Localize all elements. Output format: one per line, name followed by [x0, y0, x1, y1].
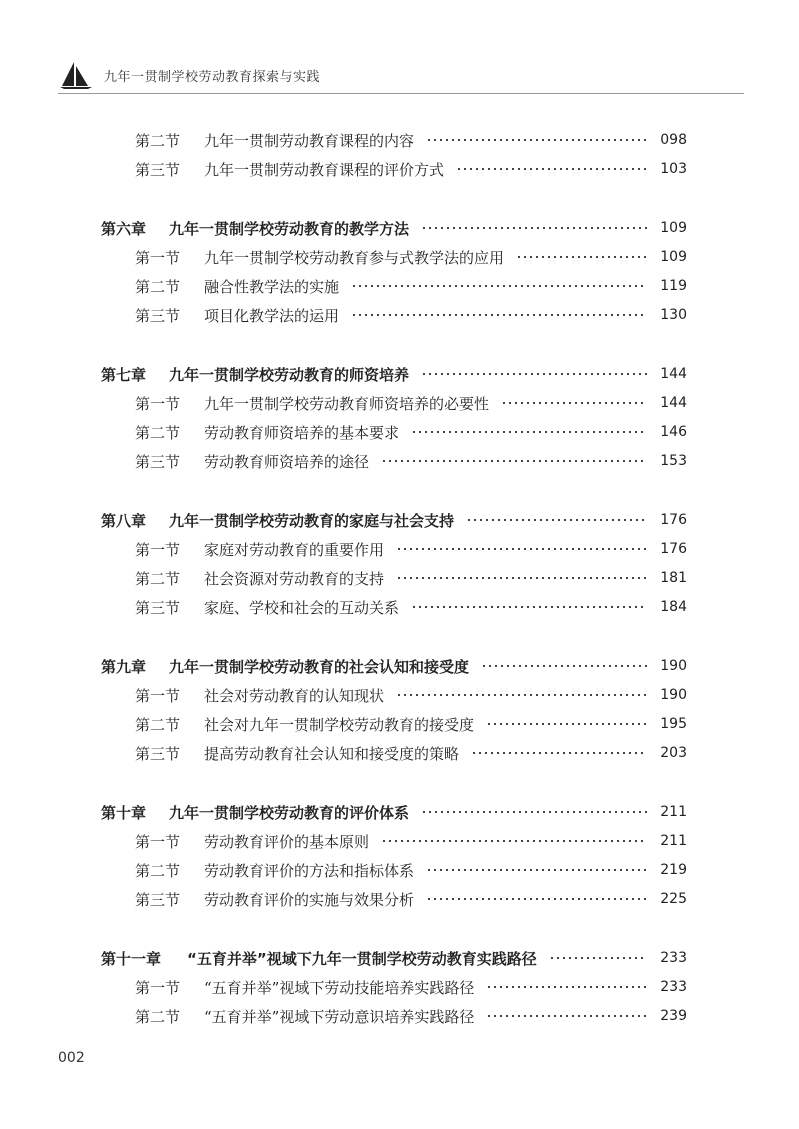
toc-entry-title: 九年一贯制学校劳动教育师资培养的必要性	[204, 394, 490, 413]
toc-entry-title: 社会资源对劳动教育的支持	[204, 569, 385, 588]
toc-entry-page: 233	[660, 979, 687, 995]
toc-entry-label: 第一节	[135, 394, 181, 413]
toc-entry-page: 130	[660, 307, 687, 323]
toc-entry-title: 劳动教育评价的方法和指标体系	[204, 861, 415, 880]
toc-entry-title: 劳动教育评价的实施与效果分析	[204, 890, 415, 909]
toc-entry-title: 提高劳动教育社会认知和接受度的策略	[204, 744, 460, 763]
toc-entry-title: 社会对九年一贯制学校劳动教育的接受度	[204, 715, 475, 734]
toc-entry-page: 144	[660, 395, 687, 411]
toc-section-row[interactable]	[0, 420, 799, 444]
toc-leader-dots	[426, 898, 647, 900]
header-title: 九年一贯制学校劳动教育探索与实践	[104, 69, 321, 85]
toc-entry-label: 第三节	[135, 890, 181, 909]
toc-entry-page: 239	[660, 1008, 687, 1024]
toc-chapter-row[interactable]	[0, 362, 799, 386]
toc-entry-page: 219	[660, 862, 687, 878]
toc-entry-label: 第九章	[101, 657, 147, 676]
toc-entry-page: 109	[660, 249, 687, 265]
toc-entry-label: 第八章	[101, 511, 147, 530]
toc-leader-dots	[549, 957, 647, 959]
toc-entry-title: 劳动教育师资培养的基本要求	[204, 423, 400, 442]
toc-entry-label: 第二节	[135, 1007, 181, 1026]
toc-entry-label: 第二节	[135, 131, 181, 150]
toc-chapter-row[interactable]	[0, 216, 799, 240]
toc-section-row[interactable]	[0, 274, 799, 298]
toc-entry-page: 098	[660, 132, 687, 148]
toc-entry-title: 九年一贯制劳动教育课程的内容	[204, 131, 415, 150]
toc-entry-page: 184	[660, 599, 687, 615]
toc-entry-title: 九年一贯制学校劳动教育的评价体系	[169, 803, 410, 822]
toc-entry-label: 第二节	[135, 277, 181, 296]
toc-leader-dots	[481, 665, 647, 667]
toc-section-row[interactable]	[0, 537, 799, 561]
toc-entry-label: 第一节	[135, 686, 181, 705]
toc-section-row[interactable]	[0, 887, 799, 911]
toc-section-row[interactable]	[0, 449, 799, 473]
toc-entry-title: 九年一贯制学校劳动教育参与式教学法的应用	[204, 248, 505, 267]
toc-section-row[interactable]	[0, 829, 799, 853]
toc-leader-dots	[486, 1015, 647, 1017]
toc-entry-title: 劳动教育评价的基本原则	[204, 832, 370, 851]
toc-entry-title: 九年一贯制学校劳动教育的师资培养	[169, 365, 410, 384]
toc-entry-page: 153	[660, 453, 687, 469]
toc-leader-dots	[381, 460, 647, 462]
header-divider	[58, 93, 744, 94]
toc-entry-label: 第一节	[135, 978, 181, 997]
toc-entry-title: 社会对劳动教育的认知现状	[204, 686, 385, 705]
toc-entry-label: 第一节	[135, 248, 181, 267]
toc-entry-page: 190	[660, 687, 687, 703]
toc-entry-title: 劳动教育师资培养的途径	[204, 452, 370, 471]
toc-leader-dots	[466, 519, 647, 521]
toc-entry-label: 第三节	[135, 598, 181, 617]
toc-section-row[interactable]	[0, 858, 799, 882]
toc-entry-label: 第三节	[135, 160, 181, 179]
toc-leader-dots	[501, 402, 647, 404]
toc-leader-dots	[351, 285, 647, 287]
toc-entry-title: “五育并举”视域下劳动技能培养实践路径	[204, 978, 475, 997]
toc-leader-dots	[471, 752, 647, 754]
toc-leader-dots	[396, 694, 647, 696]
toc-section-row[interactable]	[0, 157, 799, 181]
toc-entry-label: 第二节	[135, 715, 181, 734]
toc-section-row[interactable]	[0, 712, 799, 736]
toc-entry-label: 第二节	[135, 423, 181, 442]
toc-leader-dots	[351, 314, 647, 316]
toc-entry-title: 融合性教学法的实施	[204, 277, 340, 296]
toc-entry-page: 181	[660, 570, 687, 586]
toc-entry-label: 第一节	[135, 832, 181, 851]
toc-entry-label: 第一节	[135, 540, 181, 559]
page-number: 002	[58, 1050, 85, 1066]
toc-leader-dots	[411, 431, 647, 433]
toc-leader-dots	[396, 548, 647, 550]
toc-entry-page: 233	[660, 950, 687, 966]
toc-leader-dots	[486, 723, 647, 725]
toc-entry-title: 九年一贯制学校劳动教育的教学方法	[169, 219, 410, 238]
toc-chapter-row[interactable]	[0, 800, 799, 824]
toc-entry-title: “五育并举”视域下九年一贯制学校劳动教育实践路径	[187, 949, 537, 968]
toc-entry-page: 195	[660, 716, 687, 732]
toc-entry-page: 190	[660, 658, 687, 674]
toc-entry-page: 211	[660, 833, 687, 849]
toc-entry-label: 第七章	[101, 365, 147, 384]
toc-leader-dots	[456, 168, 647, 170]
toc-chapter-row[interactable]	[0, 946, 799, 970]
toc-entry-title: “五育并举”视域下劳动意识培养实践路径	[204, 1007, 475, 1026]
toc-chapter-row[interactable]	[0, 654, 799, 678]
toc-leader-dots	[426, 869, 647, 871]
toc-entry-label: 第二节	[135, 861, 181, 880]
toc-entry-label: 第三节	[135, 452, 181, 471]
toc-section-row[interactable]	[0, 975, 799, 999]
toc-entry-page: 225	[660, 891, 687, 907]
toc-entry-title: 九年一贯制学校劳动教育的社会认知和接受度	[169, 657, 470, 676]
toc-entry-title: 项目化教学法的运用	[204, 306, 340, 325]
toc-section-row[interactable]	[0, 741, 799, 765]
toc-leader-dots	[421, 373, 647, 375]
toc-entry-title: 家庭、学校和社会的互动关系	[204, 598, 400, 617]
toc-entry-page: 176	[660, 512, 687, 528]
toc-leader-dots	[421, 811, 647, 813]
toc-leader-dots	[516, 256, 647, 258]
toc-entry-page: 176	[660, 541, 687, 557]
toc-section-row[interactable]	[0, 566, 799, 590]
toc-leader-dots	[486, 986, 647, 988]
toc-section-row[interactable]	[0, 391, 799, 415]
toc-entry-label: 第三节	[135, 306, 181, 325]
toc-entry-label: 第二节	[135, 569, 181, 588]
toc-leader-dots	[421, 227, 647, 229]
toc-entry-page: 144	[660, 366, 687, 382]
toc-leader-dots	[396, 577, 647, 579]
toc-leader-dots	[426, 139, 647, 141]
toc-entry-title: 家庭对劳动教育的重要作用	[204, 540, 385, 559]
toc-entry-title: 九年一贯制学校劳动教育的家庭与社会支持	[169, 511, 455, 530]
toc-leader-dots	[381, 840, 647, 842]
toc-entry-label: 第六章	[101, 219, 147, 238]
toc-entry-label: 第十章	[101, 803, 147, 822]
toc-entry-page: 109	[660, 220, 687, 236]
toc-section-row[interactable]	[0, 595, 799, 619]
toc-section-row[interactable]	[0, 128, 799, 152]
toc-section-row[interactable]	[0, 1004, 799, 1028]
running-header	[58, 60, 320, 90]
sailboat-logo-icon	[58, 60, 96, 90]
toc-entry-page: 146	[660, 424, 687, 440]
toc-section-row[interactable]	[0, 683, 799, 707]
toc-entry-page: 211	[660, 804, 687, 820]
toc-entry-label: 第三节	[135, 744, 181, 763]
toc-leader-dots	[411, 606, 647, 608]
toc-section-row[interactable]	[0, 245, 799, 269]
toc-entry-title: 九年一贯制劳动教育课程的评价方式	[204, 160, 445, 179]
toc-entry-label: 第十一章	[101, 949, 162, 968]
toc-chapter-row[interactable]	[0, 508, 799, 532]
toc-entry-page: 103	[660, 161, 687, 177]
toc-entry-page: 203	[660, 745, 687, 761]
toc-entry-page: 119	[660, 278, 687, 294]
toc-section-row[interactable]	[0, 303, 799, 327]
